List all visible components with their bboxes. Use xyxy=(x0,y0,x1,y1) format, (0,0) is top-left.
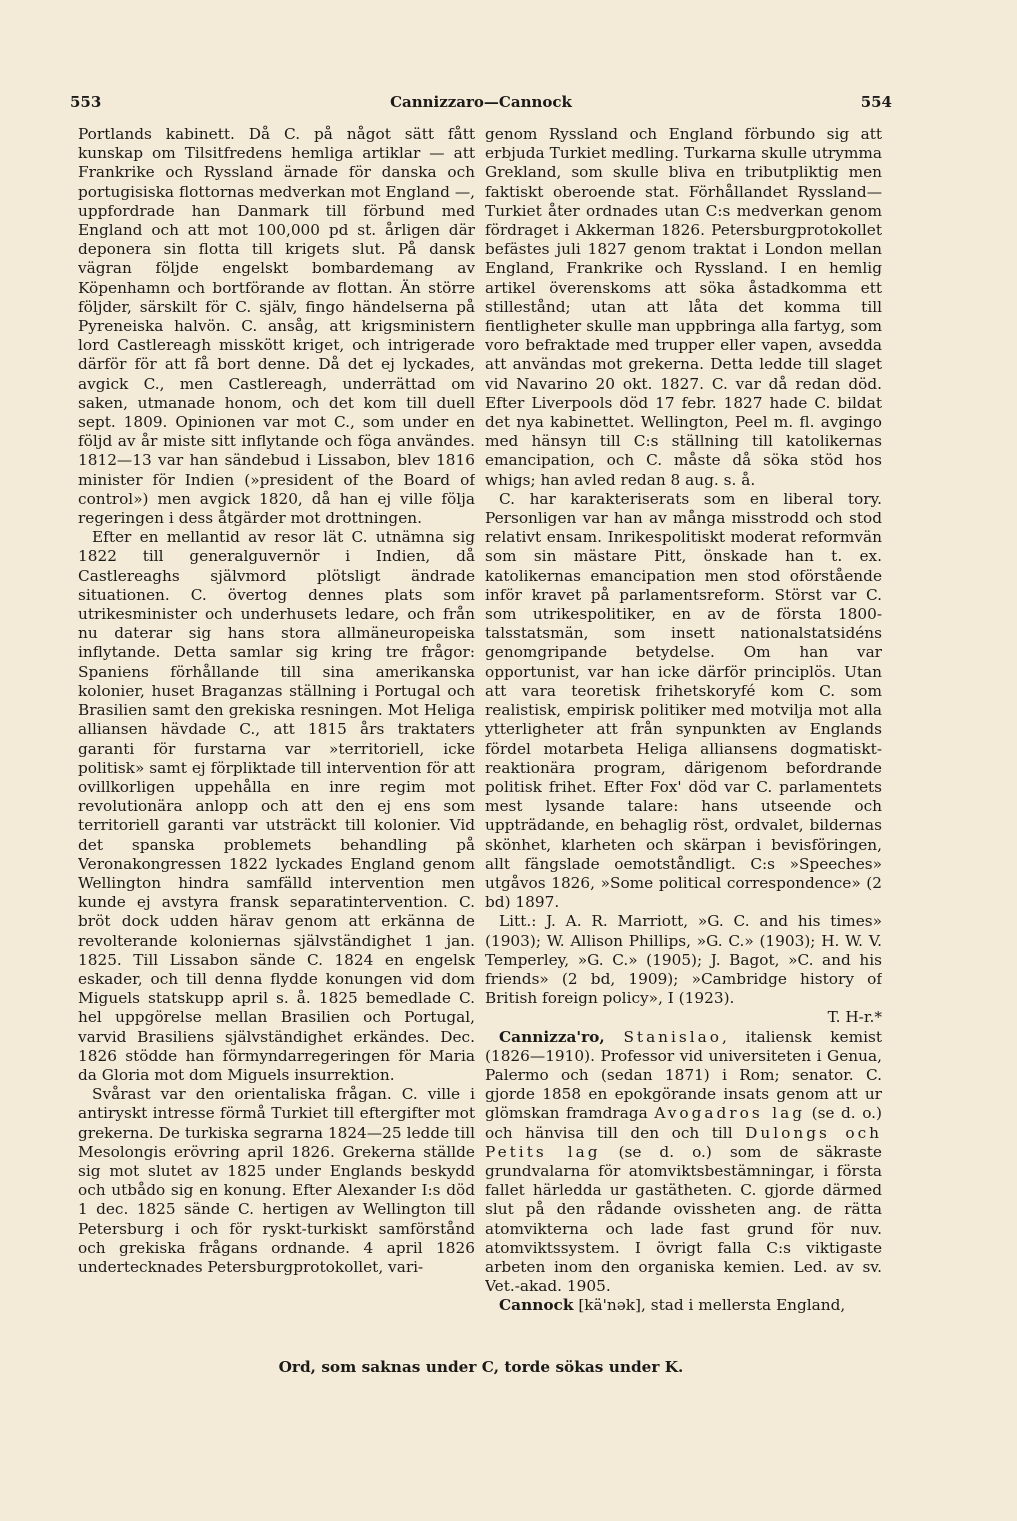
page-number-left: 553 xyxy=(70,93,102,111)
paragraph: genom Ryssland och England förbundo sig att erbjuda Turkiet medling. Turkarna skulle utrymma Grekland, som skulle bliva en tributpliktig men faktiskt oberoende stat. Förhållandet Ryssland—Turkiet åter ordnades utan C:s medverkan genom fördraget i Akkerman 1826. Petersburgprotokollet befästes juli 1827 genom traktat i London mellan England, Frankrike och Ryssland. I en hemlig artikel överenskoms att söka åstadkomma ett stillestånd; utan att låta det komma till fientligheter skulle man uppbringa alla fartyg, som voro befraktade med trupper eller vapen, avsedda att användas mot grekerna. Detta ledde till slaget vid Navarino 20 okt. 1827. C. var då redan död. Efter Liverpools död 17 febr. 1827 hade C. bildat det nya kabinettet. Wellington, Peel m. fl. avgingo med hänsyn till C:s ställning till katolikernas emancipation, och C. måste då söka stöd hos whigs; han avled redan 8 aug. s. å. xyxy=(485,125,882,489)
cross-reference: Avogadros lag xyxy=(654,1104,806,1123)
paragraph: C. har karakteriserats som en liberal tory. Personligen var han av många misstrodd och stod relativt ensam. Inrikespolitiskt moderat reformvän som sin mästare Pitt, önskade han t. ex. katolikernas emancipation men stod oförstående inför kravet på parlamentsreform. Störst var C. som utrikespolitiker, en av de första 1800-talsstatsmän, som insett nationalstatsidéns genomgripande betydelse. Om han var opportunist, var han icke därför principlös. Utan att vara teoretisk frihetskoryfé kom C. som realistisk, empirisk politiker med motvilja mot alla ytterligheter att från synpunkten av Englands fördel motarbeta Heliga alliansens dogmatiskt-reaktionära program, därigenom befordrande politisk frihet. Efter Fox' död var C. parlamentets mest lysande talare: hans utseende och uppträdande, en behaglig röst, ordvalet, bildernas skönhet, klarheten och skärpan i bevisföringen, allt fängslade oemotståndligt. C:s »Speeches» utgåvos 1826, »Some political correspondence» (2 bd) 1897. xyxy=(485,489,882,912)
entry-text: (se d. o.) och hänvisa till den och till xyxy=(485,1104,882,1142)
running-title: Cannizzaro—Cannock xyxy=(390,93,572,111)
cross-reference: Dulongs och Petits lag xyxy=(485,1123,882,1161)
entry-headword: Cannizza'ro, xyxy=(499,1027,605,1046)
entry-text: [kä'nək], stad i mellersta England, xyxy=(573,1296,846,1315)
left-column xyxy=(78,125,475,1360)
page-number-right: 554 xyxy=(860,93,892,111)
entry-headword: Cannock xyxy=(499,1296,574,1315)
entry-text: (se d. o.) som de säkraste grundvalarna för atomviktsbestämningar, i första fallet härledda ur gastätheten. C. gjorde därmed slut på den rådande ovissheten ang. de rätta atomvikterna och lade fast grund för nuv. atomviktssystem. I övrigt falla C:s viktigaste arbeten inom den organiska kemien. Led. av sv. Vet.-akad. 1905. xyxy=(485,1142,882,1296)
paragraph: Efter en mellantid av resor lät C. utnämna sig 1822 till generalguvernör i Indien, då Castlereaghs självmord plötsligt ändrade situationen. C. övertog dennes plats som utrikesminister och underhusets ledare, och från nu daterar sig hans stora allmäneuropeiska inflytande. Detta samlar sig kring tre frågor: Spaniens förhållande till sina amerikanska kolonier, huset Braganzas ställning i Portugal och Brasilien samt den grekiska resningen. Mot Heliga alliansen hävdade C., att 1815 års traktaters garanti för furstarna var »territoriell, icke politisk» samt ej förpliktade till intervention för att ovillkorligen uppehålla en inre regim mot revolutionära anlopp och att den ej ens som territoriell garanti var utsträckt till kolonier. Vid det spanska problemets behandling på Veronakongressen 1822 lyckades England genom Wellington hindra samfälld intervention men kunde ej avstyra fransk separatintervention. C. bröt dock udden härav genom att erkänna de revolterande koloniernas självständighet 1 jan. 1825. Till Lissabon sände C. 1824 en engelsk eskader, och till denna flydde konungen vid dom Miguels statskupp april s. å. 1825 bemedlade C. hel uppgörelse mellan Brasilien och Portugal, varvid Brasiliens självständighet erkändes. Dec. 1826 stödde han förmyndarregeringen för Maria da Gloria mot dom Miguels insurrektion. xyxy=(78,528,475,1084)
entry-cannock xyxy=(485,1296,882,1315)
author-signature: T. H-r.* xyxy=(827,1008,882,1027)
entry-text: , italiensk kemist (1826—1910). Professor vid universiteten i Genua, Palermo och (sedan 1871) i Rom; senator. C. gjorde 1858 en epokgörande insats genom att ur glömskan framdraga xyxy=(485,1027,882,1123)
literature-text: Litt.: J. A. R. Marriott, »G. C. and his times» (1903); W. Allison Phillips, »G. C.» (1903); H. W. V. Temperley, »G. C.» (1905); J. Bagot, »C. and his friends» (2 bd, 1909); »Cambridge history of British foreign policy», I (1923). xyxy=(485,912,882,1008)
page-footer-note: Ord, som saknas under C, torde sökas under K. xyxy=(278,1358,684,1376)
paragraph: Portlands kabinett. Då C. på något sätt fått kunskap om Tilsitfredens hemliga artiklar — att Frankrike och Ryssland ärnade för danska och portugisiska flottornas medverkan mot England —, uppfordrade han Danmark till förbund med England och att mot 100,000 pd st. årligen där deponera sin flotta till krigets slut. På dansk vägran följde engelskt bombardemang av Köpenhamn och bortförande av flottan. Än större följder, särskilt för C. själv, fingo händelserna på Pyreneiska halvön. C. ansåg, att krigsministern lord Castlereagh misskött kriget, och intrigerade därför för att få bort denne. Då det ej lyckades, avgick C., men Castlereagh, underrättad om saken, utmanade honom, och det kom till duell sept. 1809. Opinionen var mot C., som under en följd av år miste sitt inflytande och föga användes. 1812—13 var han sändebud i Lissabon, blev 1816 minister för Indien (»president of the Board of control») men avgick 1820, då han ej ville följa regeringen i dess åtgärder mot drottningen. xyxy=(78,125,475,528)
paragraph: Svårast var den orientaliska frågan. C. ville i antiryskt intresse förmå Turkiet till eftergifter mot grekerna. De turkiska segrarna 1824—25 ledde till Mesolongis erövring april 1826. Grekerna ställde sig mot slutet av 1825 under Englands beskydd och utbådo sig en konung. Efter Alexander I:s död 1 dec. 1825 sände C. hertigen av Wellington till Petersburg i och för ryskt-turkiskt samförstånd och grekiska frågans ordnande. 4 april 1826 undertecknades Petersburgprotokollet, vari- xyxy=(78,1085,475,1276)
page-header xyxy=(70,93,892,115)
entry-cannizzaro xyxy=(485,1028,882,1297)
literature-references xyxy=(485,912,882,1027)
right-column xyxy=(485,125,882,1360)
entry-name: Stanislao xyxy=(623,1027,722,1046)
